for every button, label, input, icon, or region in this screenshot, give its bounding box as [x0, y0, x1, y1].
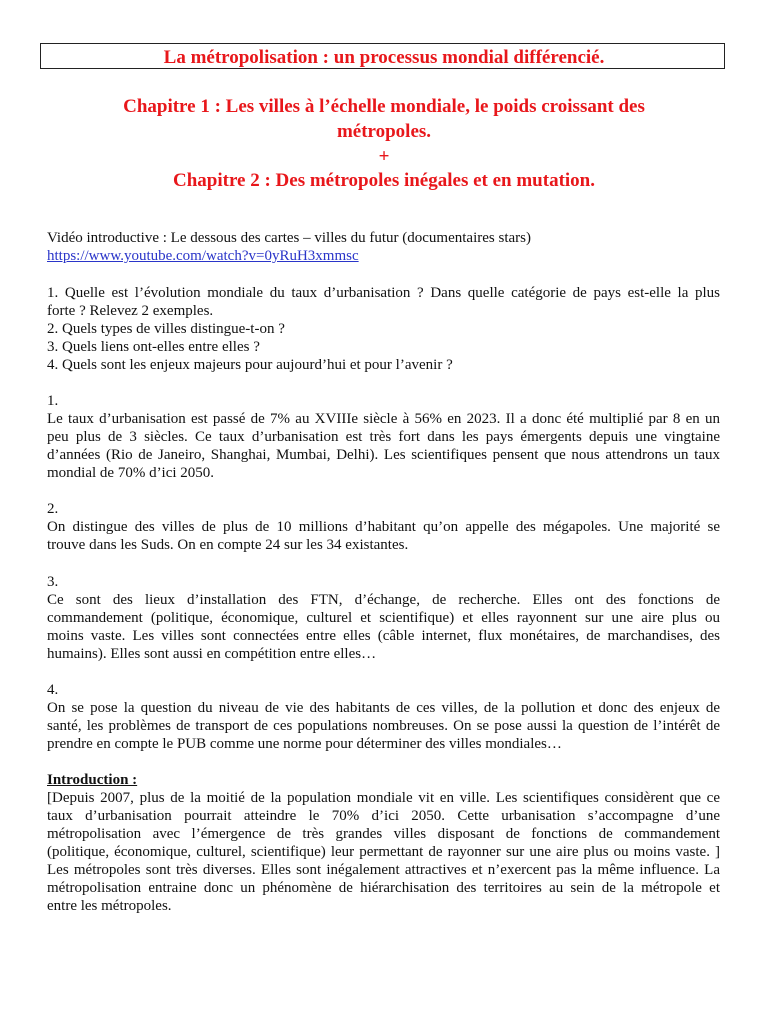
introduction-line: (politique, économique, culturel, scientifique) leur permettant de rayonner sur une aire plus ou moins vaste. ] — [47, 844, 720, 860]
answer4-line: santé, les problèmes de transport de ces populations nombreuses. On se pose aussi la question de l’intérêt de — [47, 718, 720, 734]
video-intro: Vidéo introductive : Le dessous des cartes – villes du futur (documentaires stars) — [47, 230, 531, 246]
plus-sign: + — [378, 146, 390, 167]
answer4-line: On se pose la question du niveau de vie des habitants de ces villes, de la pollution et donc des enjeux de — [47, 700, 720, 716]
introduction-line: taux d’urbanisation pourrait atteindre le 70% d’ici 2050. Cette urbanisation s’accompagne d’une — [47, 808, 720, 824]
answer3-line: humains). Elles sont aussi en compétition entre elles… — [47, 646, 377, 662]
question-line: 2. Quels types de villes distingue-t-on ? — [47, 321, 285, 337]
page-title: La métropolisation : un processus mondial différencié. — [163, 47, 605, 68]
answer1-line: d’années (Rio de Janeiro, Shanghai, Mumbai, Delhi). Les scientifiques pensent que nous attendrons un taux — [47, 447, 720, 463]
answer3-line: Ce sont des lieux d’installation des FTN, d’échange, de recherche. Elles ont des fonctions de — [47, 592, 720, 608]
question-line: 3. Quels liens ont-elles entre elles ? — [47, 339, 260, 355]
chapter1-heading-line2: métropoles. — [336, 121, 432, 142]
answer4-number: 4. — [47, 682, 59, 698]
answer3-line: moins vaste. Les villes sont connectées entre elles (câble internet, flux monétaires, de marchandises, des — [47, 628, 720, 644]
introduction-line: métropolisation avec l’émergence de très grandes villes disposant de fonctions de commandement — [47, 826, 720, 842]
answer3-number: 3. — [47, 574, 59, 590]
answer2-line: trouve dans les Suds. On en compte 24 sur les 34 existantes. — [47, 537, 409, 553]
video-link[interactable]: https://www.youtube.com/watch?v=0yRuH3xmmsc — [47, 248, 359, 264]
introduction-line: [Depuis 2007, plus de la moitié de la population mondiale vit en ville. Les scientifiques considèrent que ce — [47, 790, 720, 806]
answer4-line: prendre en compte le PUB comme une norme pour déterminer des villes mondiales… — [47, 736, 562, 752]
question-line: 4. Quels sont les enjeux majeurs pour aujourd’hui et pour l’avenir ? — [47, 357, 453, 373]
introduction-line: Les métropoles sont très diverses. Elles sont inégalement attractives et n’exercent pas la même influence. La — [47, 862, 720, 878]
answer1-line: mondial de 70% d’ici 2050. — [47, 465, 215, 481]
question-line: 1. Quelle est l’évolution mondiale du taux d’urbanisation ? Dans quelle catégorie de pays est-elle la plus — [47, 285, 720, 301]
answer1-line: peu plus de 3 siècles. Ce taux d’urbanisation est très fort dans les pays émergents depuis une vingtaine — [47, 429, 720, 445]
answer2-line: On distingue des villes de plus de 10 millions d’habitant qu’on appelle des mégapoles. Une majorité se — [47, 519, 720, 535]
chapter1-heading-line1: Chapitre 1 : Les villes à l’échelle mondiale, le poids croissant des — [123, 96, 645, 117]
introduction-line: métropolisation entraine donc un phénomène de hiérarchisation des territoires au sein de la métropole et — [47, 880, 720, 896]
introduction-heading: Introduction : — [47, 772, 138, 788]
answer1-line: Le taux d’urbanisation est passé de 7% au XVIIIe siècle à 56% en 2023. Il a donc été multiplié par 8 en un — [47, 411, 720, 427]
chapter2-heading: Chapitre 2 : Des métropoles inégales et en mutation. — [173, 170, 595, 191]
answer2-number: 2. — [47, 501, 59, 517]
question-line: forte ? Relevez 2 exemples. — [47, 303, 214, 319]
answer3-line: commandement (politique, économique, culturel et scientifique) et elles rayonnent sur une aire plus ou — [47, 610, 720, 626]
answer1-number: 1. — [47, 393, 59, 409]
introduction-line: entre les métropoles. — [47, 898, 172, 914]
